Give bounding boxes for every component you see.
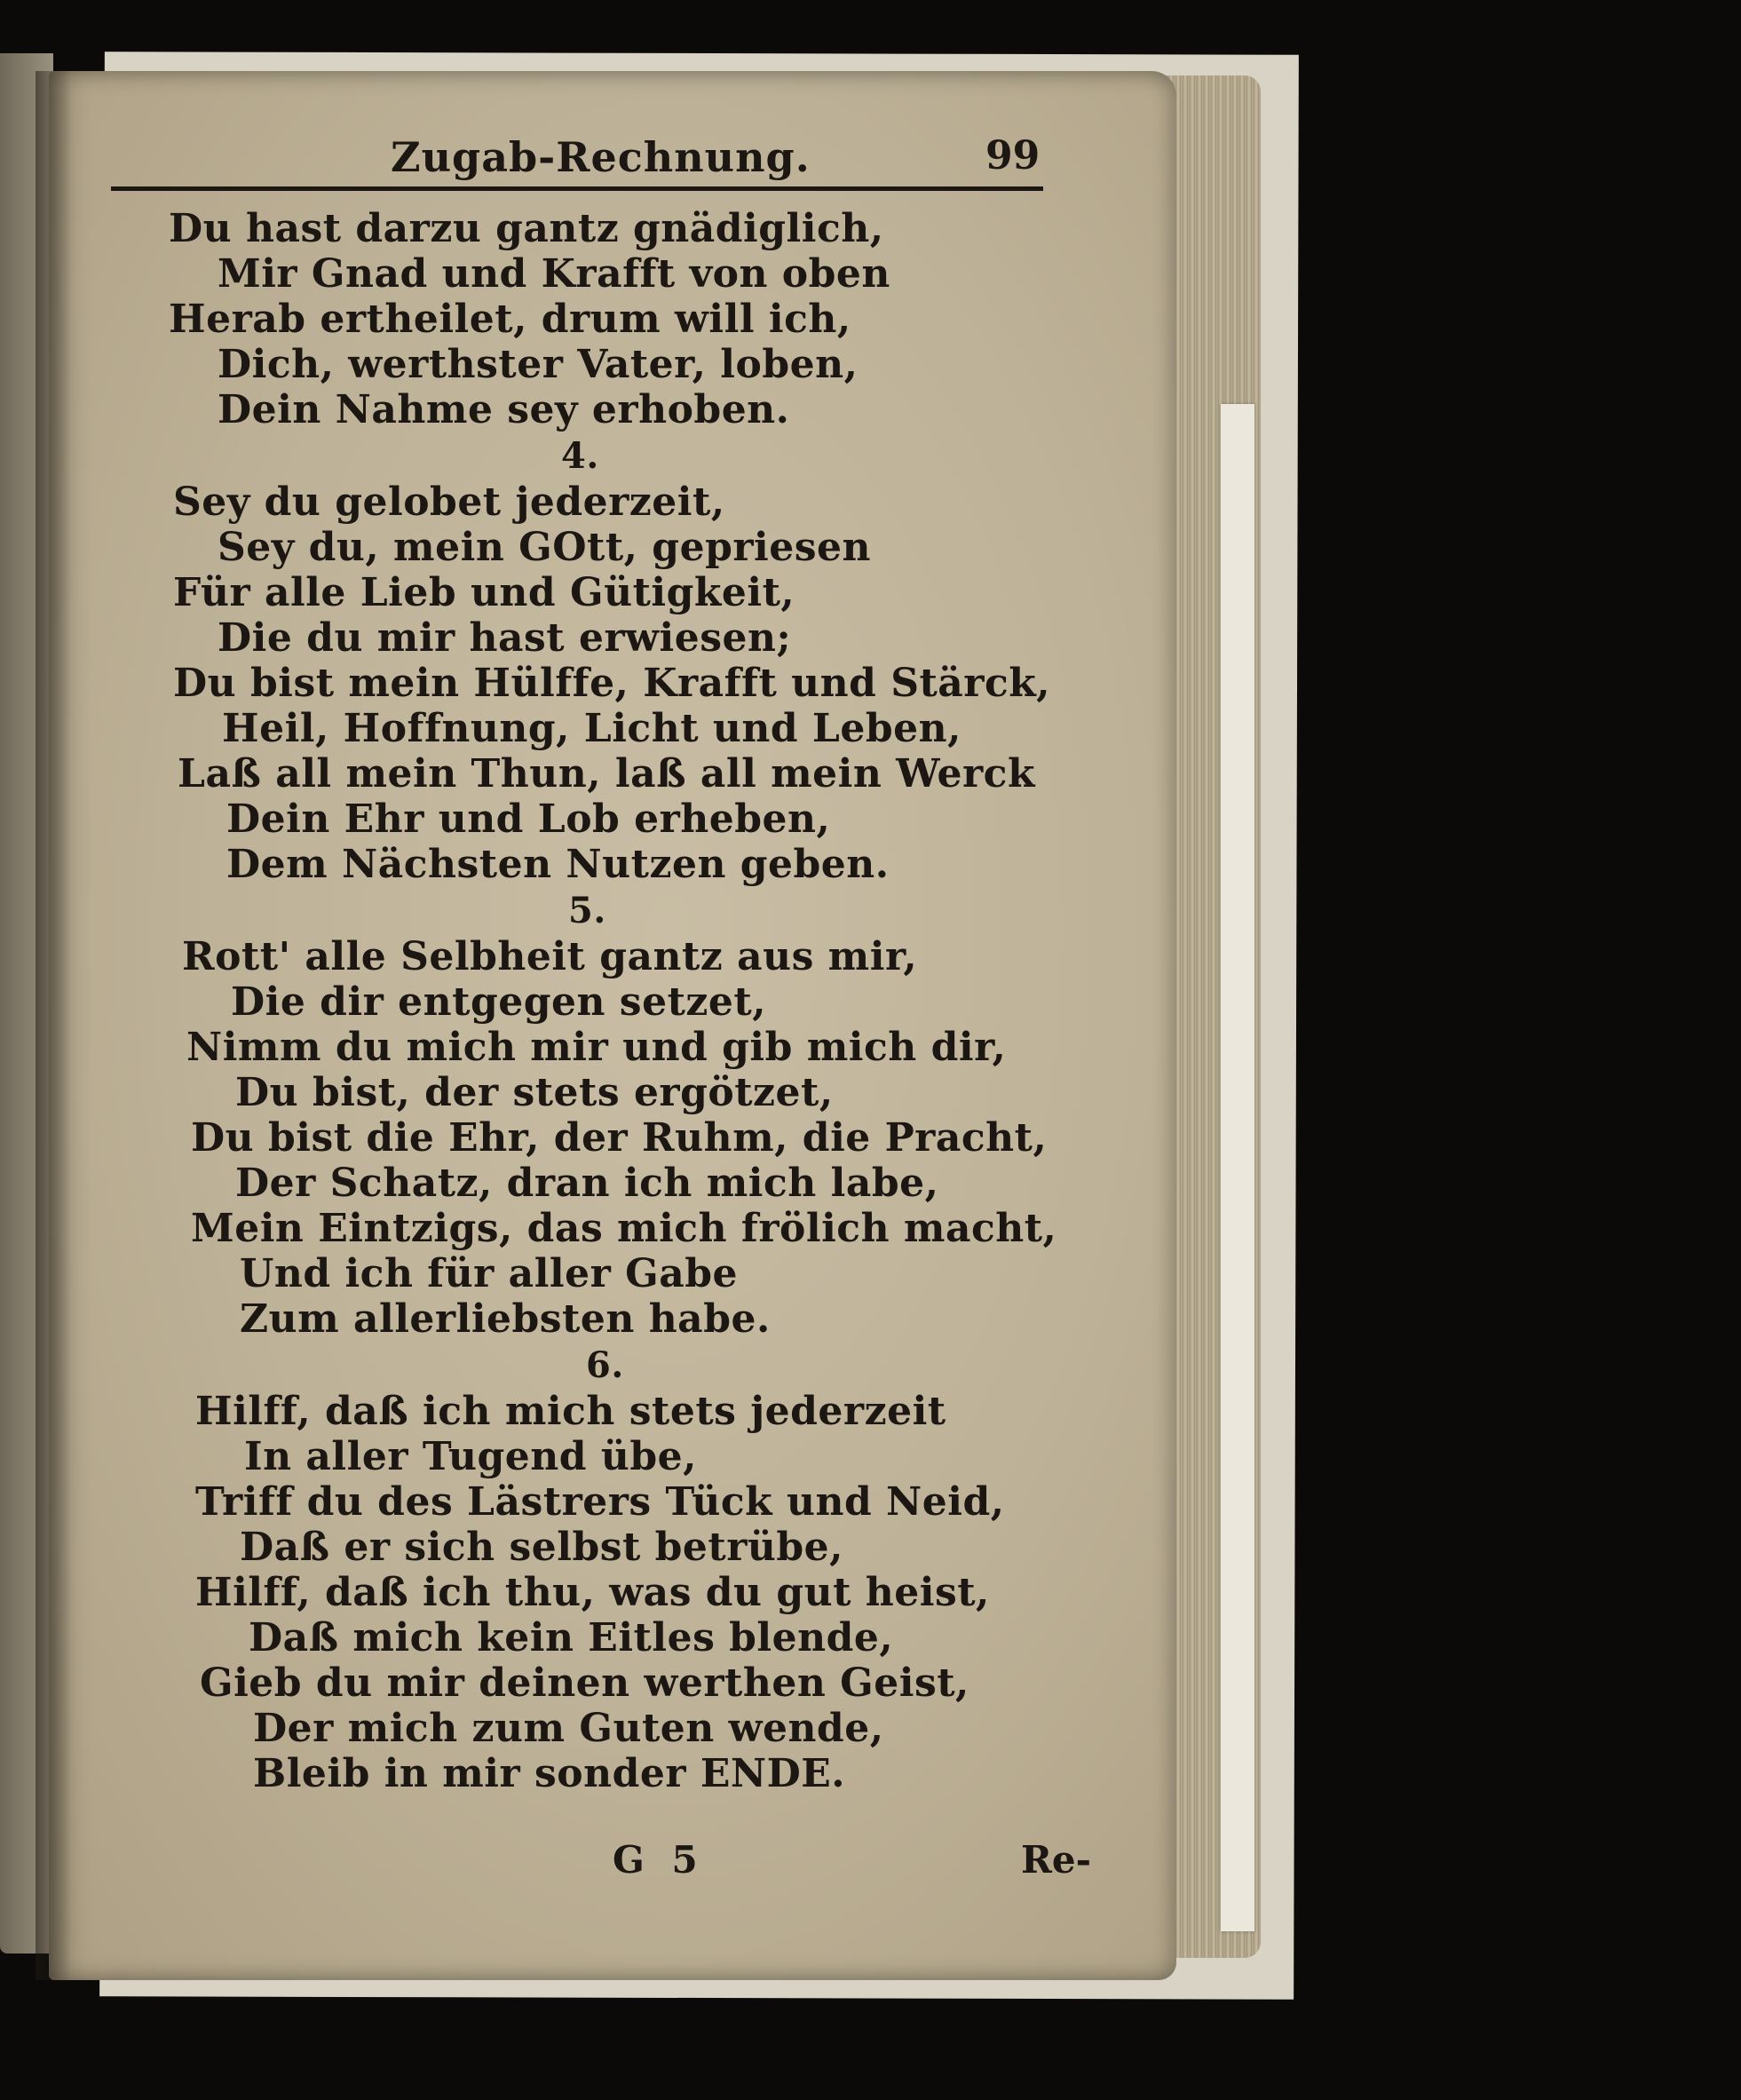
verse-line: Dich, werthster Vater, loben, <box>218 342 859 387</box>
verse-line: Laß all mein Thun, laß all mein Werck <box>178 751 1035 796</box>
verse-line: Der Schatz, dran ich mich labe, <box>235 1161 939 1206</box>
verse-line: Herab ertheilet, drum will ich, <box>169 297 851 342</box>
verse-line: Nimm du mich mir und gib mich dir, <box>186 1025 1007 1070</box>
paper-slip <box>1221 404 1254 1931</box>
verse-line: Gieb du mir deinen werthen Geist, <box>200 1660 969 1706</box>
verse-line: Der mich zum Guten wende, <box>253 1706 884 1751</box>
verse-line: Du hast darzu gantz gnädiglich, <box>169 206 884 251</box>
verse-line: Mir Gnad und Krafft von oben <box>218 251 890 297</box>
verse-line: Mein Eintzigs, das mich frölich macht, <box>191 1206 1057 1251</box>
verse-line: Zum allerliebsten habe. <box>240 1296 771 1342</box>
signature-mark: G 5 <box>613 1838 705 1882</box>
gutter-shadow <box>36 71 71 1980</box>
verse-line: Du bist, der stets ergötzet, <box>235 1070 834 1115</box>
verse-line: Die du mir hast erwiesen; <box>218 615 792 661</box>
verse-line: In aller Tugend übe, <box>244 1434 697 1479</box>
verse-line: Daß mich kein Eitles blende, <box>249 1615 894 1660</box>
stanza-number: 6. <box>586 1344 624 1386</box>
verse-line: Du bist die Ehr, der Ruhm, die Pracht, <box>191 1115 1048 1161</box>
verse-line: Daß er sich selbst betrübe, <box>240 1525 843 1570</box>
verse-line: Du bist mein Hülffe, Krafft und Stärck, <box>173 661 1051 706</box>
verse-line: Heil, Hoffnung, Licht und Leben, <box>222 706 962 751</box>
verse-line: Für alle Lieb und Gütigkeit, <box>173 570 795 615</box>
verse-line: Sey du, mein GOtt, gepriesen <box>218 525 871 570</box>
verse-line: Dein Nahme sey erhoben. <box>218 387 790 432</box>
verse-line: Hilff, daß ich mich stets jederzeit <box>195 1389 946 1434</box>
verse-line: Hilff, daß ich thu, was du gut heist, <box>195 1570 990 1615</box>
verse-line: Bleib in mir sonder ENDE. <box>253 1751 846 1796</box>
verse-line: Triff du des Lästrers Tück und Neid, <box>195 1479 1005 1525</box>
header-rule <box>111 186 1043 191</box>
running-head: Zugab-Rechnung. <box>391 133 811 181</box>
verse-line: Dein Ehr und Lob erheben, <box>226 796 831 842</box>
verse-line: Die dir entgegen setzet, <box>231 979 767 1025</box>
stanza-number: 4. <box>561 435 599 477</box>
verse-line: Dem Nächsten Nutzen geben. <box>226 842 890 887</box>
page-number: 99 <box>985 133 1041 178</box>
stanza-number: 5. <box>568 890 606 931</box>
catchword: Re- <box>1021 1838 1092 1882</box>
verse-line: Rott' alle Selbheit gantz aus mir, <box>182 934 918 979</box>
verse-line: Und ich für aller Gabe <box>240 1251 738 1296</box>
verse-line: Sey du gelobet jederzeit, <box>173 479 725 525</box>
